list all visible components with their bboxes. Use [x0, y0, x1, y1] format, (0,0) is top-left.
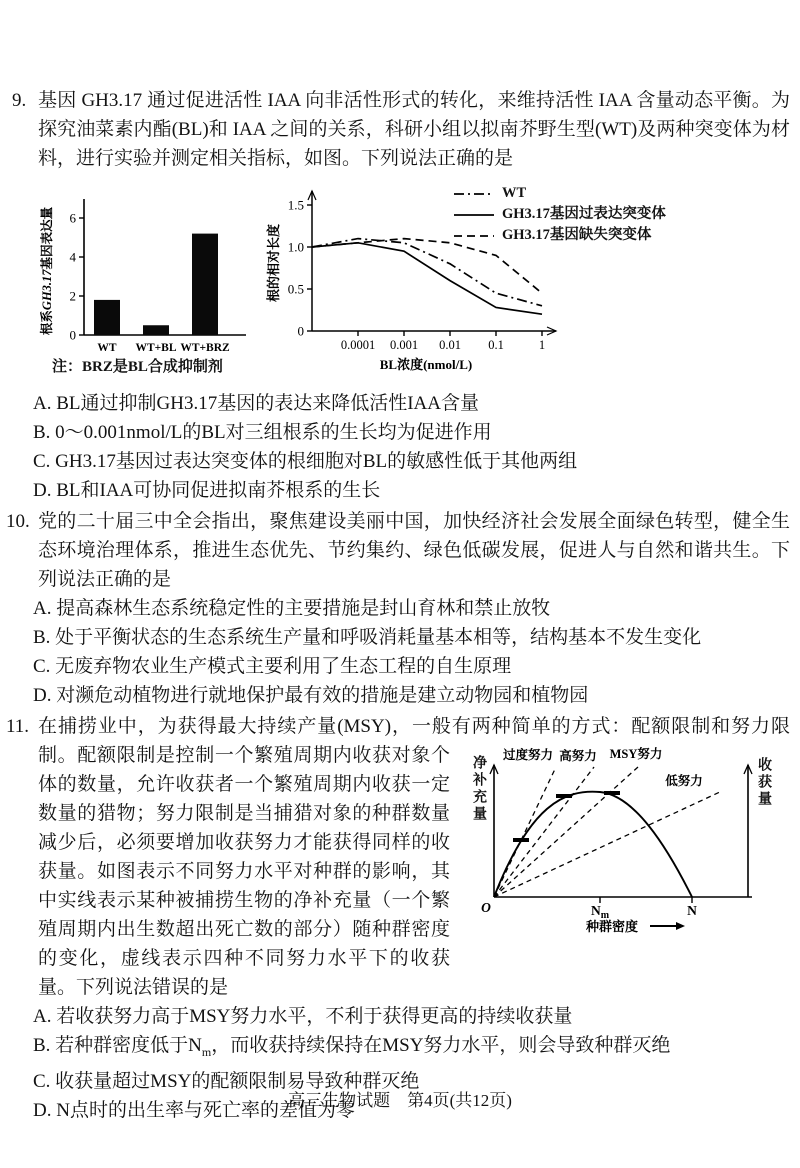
- line-y-tick-label: 1.0: [287, 239, 304, 255]
- bar-WT+BRZ: [192, 234, 218, 335]
- bar-chart-note: 注：BRZ是BL合成抑制剂: [52, 359, 223, 375]
- line-x-tick-label: 0.1: [488, 338, 504, 352]
- question-11-stem: [38, 712, 790, 1002]
- overfishing-effort-label: 过度努力: [502, 748, 554, 762]
- question-9-options: [33, 389, 790, 505]
- line-chart-legend: [453, 183, 666, 246]
- question-10-options: [33, 594, 790, 710]
- bar-WT: [94, 300, 120, 335]
- legend-line-sample-icon: [453, 231, 495, 241]
- question-9-option-b: B. 0～0.001nmol/L的BL对三组根系的生长均为促进作用: [33, 422, 492, 443]
- question-11-option-d: D. N点时的出生率与死亡率的差值为零: [33, 1099, 355, 1121]
- question-11-option-c: C. 收获量超过MSY的配额限制易导致种群灭绝: [33, 1070, 420, 1092]
- net-recruitment-curve: [494, 792, 692, 897]
- bar-y-tick-label: 2: [69, 288, 76, 304]
- question-10-option-d: D. 对濒危动植物进行就地保护最有效的措施是建立动物园和植物园: [33, 685, 589, 706]
- gene-expression-bar-chart: [38, 185, 263, 357]
- question-11-number: 11.: [6, 716, 30, 737]
- bar-y-tick-label: 0: [69, 327, 76, 343]
- bar-ylabel-part1: 根系: [40, 310, 54, 336]
- density-arrow-icon: [676, 922, 685, 930]
- low-effort-label: 低努力: [665, 774, 703, 788]
- msy-right-axis-label: 收获量: [756, 757, 771, 808]
- line-x-tick-label: 1: [538, 338, 546, 352]
- line-x-tick-label: 0.01: [439, 338, 461, 352]
- series-line-solid: [312, 243, 542, 314]
- line-x-tick-label: 0.0001: [340, 338, 376, 352]
- msy-x-axis-label: 种群密度: [585, 919, 639, 934]
- bar-WT+BL: [143, 325, 169, 335]
- question-9-option-a: A. BL通过抑制GH3.17基因的表达来降低活性IAA含量: [33, 393, 479, 414]
- high-effort-line: [494, 767, 594, 897]
- line-chart-x-axis-label: BL浓度(nmol/L): [379, 357, 473, 372]
- question-10-option-a: A. 提高森林生态系统稳定性的主要措施是封山育林和禁止放牧: [33, 598, 551, 619]
- nm-label-base: N: [590, 903, 601, 918]
- msy-effort-line: [494, 767, 638, 897]
- legend-item: [453, 225, 666, 246]
- option-b-subscript: m: [201, 1044, 212, 1059]
- bar-y-tick-label: 4: [69, 249, 76, 265]
- question-10: [0, 507, 790, 710]
- question-11-stem-part1: 在捕捞业中，为获得最大持续产量(MSY)，一般有两种简单的方式：配额限制和努力限制。: [38, 716, 790, 766]
- legend-label: GH3.17基因缺失突变体: [502, 227, 652, 243]
- page-footer: 高三生物试题 第4页(共12页): [288, 1091, 512, 1110]
- question-10-number: 10.: [6, 511, 30, 532]
- question-9-stem: 基因 GH3.17 通过促进活性 IAA 向非活性形式的转化，来维持活性 IAA 含量动态平衡。为探究油菜素内酯(BL)和 IAA 之间的关系，科研小组以拟南芥野生型(WT)及两种突变体为材料，进行实验并测定相关指标，如图。下列说法正确的是: [38, 90, 790, 169]
- bar-chart-y-axis-label: [39, 206, 54, 335]
- line-chart-y-axis-label: 根的相对长度: [266, 223, 281, 303]
- question-11: [0, 712, 790, 1125]
- line-x-tick-label: 0.001: [389, 338, 419, 352]
- question-10-option-b: B. 处于平衡状态的生态系统生产量和呼吸消耗量基本相等，结构基本不发生变化: [33, 627, 702, 648]
- high-effort-label: 高努力: [559, 749, 597, 763]
- question-9: [0, 86, 790, 505]
- bar-category-label: WT+BRZ: [180, 342, 230, 354]
- line-y-tick-label: 0.5: [287, 281, 304, 297]
- question-11-option-b: [33, 1031, 790, 1067]
- msy-effort-label: MSY努力: [609, 747, 663, 761]
- bar-y-tick-label: 6: [69, 210, 76, 226]
- question-10-stem: 党的二十届三中全会指出，聚焦建设美丽中国，加快经济社会发展全面绿色转型，健全生态环境治理体系，推进生态优先、节约集约、绿色低碳发展，促进人与自然和谐共生。下列说法正确的是: [38, 511, 790, 590]
- question-9-number: 9.: [12, 90, 27, 111]
- bar-category-label: WT+BL: [135, 342, 177, 354]
- bar-ylabel-part2: GH3.17: [40, 269, 54, 311]
- option-b-text-pre: B. 若种群密度低于N: [33, 1035, 202, 1056]
- question-10-option-c: C. 无废弃物农业生产模式主要利用了生态工程的自生原理: [33, 656, 512, 677]
- option-b-text-post: ，而收获持续保持在MSY努力水平，则会导致种群灭绝: [211, 1035, 671, 1056]
- msy-diagram-figure: [460, 745, 790, 951]
- overfishing-effort-line: [494, 767, 556, 897]
- nm-label-sub: m: [600, 910, 610, 921]
- bar-category-label: WT: [97, 342, 117, 354]
- n-label: N: [687, 903, 697, 918]
- question-9-option-c: C. GH3.17基因过表达突变体的根细胞对BL的敏感性低于其他两组: [33, 451, 578, 472]
- origin-label: O: [481, 900, 491, 915]
- question-11-option-a: A. 若收获努力高于MSY努力水平，不利于获得更高的持续收获量: [33, 1006, 573, 1027]
- line-y-tick-label: 0: [297, 323, 304, 339]
- legend-label: WT: [502, 185, 527, 201]
- legend-line-sample-icon: [453, 210, 495, 220]
- msy-diagram: [460, 745, 790, 945]
- question-9-option-d: D. BL和IAA可协同促进拟南芥根系的生长: [33, 480, 381, 501]
- line-y-tick-label: 1.5: [287, 197, 304, 213]
- bar-ylabel-part3: 基因表达量: [40, 206, 54, 270]
- question-11-stem-part2: 配额限制是控制一个繁殖周期内收获对象个体的数量，允许收获者一个繁殖周期内收获一定数量的猎物；努力限制是当捕猎对象的种群数量减少后，必须要增加收获努力才能获得同样的收获量。如图表示不同努力水平对种群的影响，其中实线表示某种被捕捞生物的净补充量（一个繁殖周期内出生数超出死亡数的部分）随种群密度的变化，虚线表示四种不同努力水平下的收获量。下列说法错误的是: [38, 745, 450, 998]
- legend-line-sample-icon: [453, 189, 495, 199]
- low-effort-line: [494, 791, 722, 897]
- legend-label: GH3.17基因过表达突变体: [502, 206, 666, 222]
- question-9-figure: [38, 177, 790, 389]
- msy-left-axis-label: 净补充量: [471, 755, 486, 823]
